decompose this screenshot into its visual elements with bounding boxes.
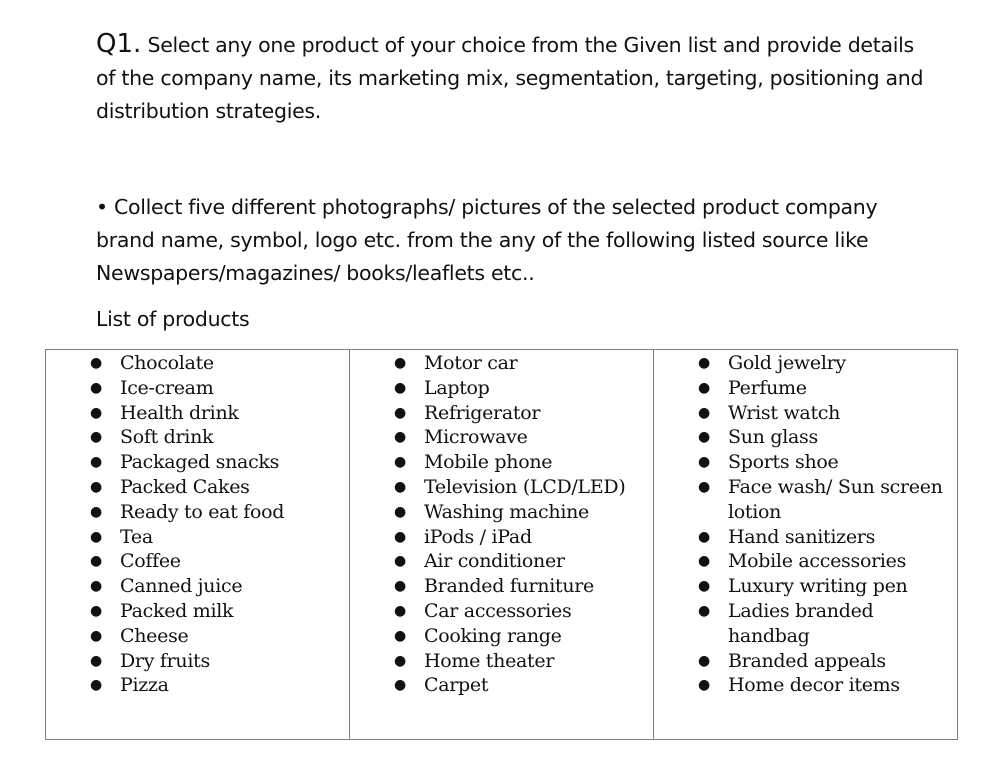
product-list-item <box>350 549 653 574</box>
bullet-icon: ● <box>698 355 710 371</box>
bullet-icon: ● <box>90 553 102 570</box>
bullet-icon: ● <box>90 528 102 545</box>
bullet-icon: ● <box>90 652 102 669</box>
bullet-icon: ● <box>698 454 710 471</box>
product-label: Microwave <box>424 426 528 449</box>
bullet-icon: ● <box>394 602 406 619</box>
product-label: Ready to eat food <box>120 500 285 523</box>
bullet-icon: ● <box>90 379 102 396</box>
product-label: Chocolate <box>120 352 214 374</box>
product-list <box>46 350 349 698</box>
bullet-icon: ● <box>698 478 710 495</box>
product-label: Soft drink <box>120 426 214 449</box>
product-list-item <box>654 599 957 649</box>
product-list-item <box>654 574 957 599</box>
product-label: Cooking range <box>424 624 562 647</box>
product-label: Packed Cakes <box>120 475 250 498</box>
product-label: Pizza <box>120 674 169 697</box>
product-list-item <box>654 475 957 525</box>
product-label: Dry fruits <box>120 649 210 672</box>
product-label: Ladies branded handbag <box>728 599 874 647</box>
bullet-icon: ● <box>698 677 710 694</box>
product-label: Face wash/ Sun screen lotion <box>728 475 943 523</box>
product-list-item <box>654 351 957 376</box>
product-label: Sports shoe <box>728 451 839 474</box>
product-label: Packaged snacks <box>120 451 280 474</box>
product-list-item <box>654 376 957 401</box>
product-list-item <box>654 549 957 574</box>
products-column-1 <box>46 350 350 740</box>
bullet-icon: ● <box>394 454 406 471</box>
bullet-icon: ● <box>394 677 406 694</box>
bullet-icon: ● <box>90 503 102 520</box>
product-label: Health drink <box>120 401 239 424</box>
product-list-item <box>350 649 653 674</box>
bullet-icon: ● <box>90 429 102 446</box>
bullet-icon: ● <box>394 503 406 520</box>
bullet-icon: ● <box>698 528 710 545</box>
products-table-row <box>46 350 958 740</box>
product-label: Home decor items <box>728 674 900 697</box>
product-label: Canned juice <box>120 575 243 598</box>
product-label: Branded furniture <box>424 575 594 598</box>
bullet-icon: ● <box>394 528 406 545</box>
product-list-item <box>46 351 349 376</box>
product-label: Mobile accessories <box>728 550 907 573</box>
product-list-item <box>350 525 653 550</box>
product-list-item <box>654 673 957 698</box>
bullet-icon: ● <box>90 677 102 694</box>
product-label: Tea <box>120 525 153 548</box>
bullet-icon: ● <box>394 478 406 495</box>
product-list-item <box>46 401 349 426</box>
bullet-icon: ● <box>394 553 406 570</box>
bullet-icon: ● <box>698 429 710 446</box>
product-list-item <box>46 673 349 698</box>
product-list-item <box>350 351 653 376</box>
product-list-item <box>46 574 349 599</box>
product-label: Coffee <box>120 550 181 573</box>
product-label: Car accessories <box>424 599 572 622</box>
product-label: Carpet <box>424 674 489 697</box>
product-label: Perfume <box>728 376 807 399</box>
product-list <box>654 350 957 698</box>
product-label: Motor car <box>424 352 518 374</box>
bullet-icon: ● <box>90 478 102 495</box>
bullet-icon: ● <box>394 652 406 669</box>
bullet-icon: ● <box>394 578 406 595</box>
product-list-item <box>350 376 653 401</box>
list-heading: List of products <box>96 307 250 331</box>
product-list-item <box>46 376 349 401</box>
bullet-icon: ● <box>90 404 102 421</box>
product-label: Mobile phone <box>424 451 553 474</box>
products-table <box>45 349 958 740</box>
product-list-item <box>654 450 957 475</box>
question-number: Q1. <box>96 29 142 59</box>
bullet-icon: ● <box>394 627 406 644</box>
product-label: Ice-cream <box>120 376 214 399</box>
product-label: Branded appeals <box>728 649 886 672</box>
product-label: Hand sanitizers <box>728 525 876 548</box>
product-list-item <box>350 599 653 624</box>
product-label: Home theater <box>424 649 555 672</box>
product-list-item <box>46 649 349 674</box>
product-label: Wrist watch <box>728 401 841 424</box>
product-label: Laptop <box>424 376 490 399</box>
bullet-icon: ● <box>90 355 102 371</box>
bullet-icon: ● <box>90 627 102 644</box>
products-column-3 <box>654 350 958 740</box>
product-label: Packed milk <box>120 599 234 622</box>
bullet-icon: ● <box>698 578 710 595</box>
product-list-item <box>654 649 957 674</box>
bullet-icon: ● <box>698 602 710 619</box>
product-list-item <box>654 525 957 550</box>
product-list-item <box>46 425 349 450</box>
products-column-2 <box>350 350 654 740</box>
product-list-item <box>654 401 957 426</box>
bullet-icon: ● <box>90 454 102 471</box>
bullet-icon: ● <box>394 404 406 421</box>
product-list-item <box>350 450 653 475</box>
product-list-item <box>350 500 653 525</box>
product-list <box>350 350 653 698</box>
product-list-item <box>350 574 653 599</box>
product-list-item <box>350 673 653 698</box>
product-list-item <box>46 450 349 475</box>
question-paragraph <box>96 28 936 128</box>
product-list-item <box>350 425 653 450</box>
bullet-icon: ● <box>698 652 710 669</box>
product-label: iPods / iPad <box>424 525 532 548</box>
bullet-icon: ● <box>90 602 102 619</box>
product-list-item <box>350 624 653 649</box>
bullet-icon: ● <box>698 553 710 570</box>
bullet-icon: ● <box>698 379 710 396</box>
product-label: Gold jewelry <box>728 352 846 374</box>
product-list-item <box>46 599 349 624</box>
bullet-icon: ● <box>394 379 406 396</box>
product-list-item <box>46 500 349 525</box>
product-label: Air conditioner <box>424 550 565 573</box>
product-list-item <box>46 624 349 649</box>
product-label: Refrigerator <box>424 401 541 424</box>
product-list-item <box>350 475 653 500</box>
question-text: Select any one product of your choice from the Given list and provide details of the company name, its marketing mix, segmentation, targeting, positioning and distribution strategies. <box>96 33 924 123</box>
bullet-icon: ● <box>394 355 406 371</box>
product-label: Washing machine <box>424 500 589 523</box>
bullet-icon: ● <box>90 578 102 595</box>
product-label: Luxury writing pen <box>728 575 908 598</box>
product-list-item <box>46 549 349 574</box>
bullet-icon: ● <box>394 429 406 446</box>
bullet-icon: ● <box>698 404 710 421</box>
product-label: Television (LCD/LED) <box>424 475 626 498</box>
product-label: Cheese <box>120 624 189 647</box>
product-label: Sun glass <box>728 426 818 449</box>
instruction-bullet-paragraph: • Collect five different photographs/ pictures of the selected product company brand name, symbol, logo etc. from the any of the following listed source like Newspapers/magazines/ books/leaflets etc.. <box>96 195 878 285</box>
product-list-item <box>350 401 653 426</box>
product-list-item <box>46 525 349 550</box>
product-list-item <box>654 425 957 450</box>
product-list-item <box>46 475 349 500</box>
